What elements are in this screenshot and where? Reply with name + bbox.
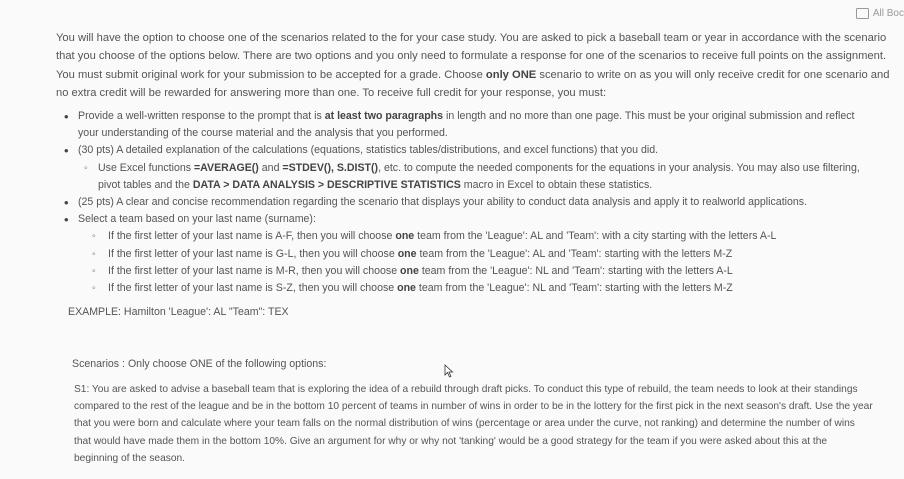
req-text: macro in Excel to obtain these statistics. bbox=[460, 178, 653, 191]
team-rule-s-z bbox=[86, 280, 860, 297]
all-bookmarks-link[interactable] bbox=[856, 8, 904, 19]
req-text: and bbox=[258, 161, 283, 174]
requirement-paragraphs bbox=[60, 108, 860, 142]
rule-text: If the first letter of your last name is G-L, then you will choose bbox=[108, 247, 398, 260]
team-rule-m-r bbox=[86, 263, 860, 280]
requirement-select-team bbox=[60, 211, 860, 297]
req-text: Provide a well-written response to the prompt that is bbox=[78, 110, 325, 122]
req-bold: =AVERAGE() bbox=[193, 161, 259, 174]
intro-text-1: You will have the option to choose one of the scenarios related to the for your case study. You are asked to pick a baseball team or year in accordance with the scenario that you choose of the options below. There are two options and you only need to formulate a response for one of the scenarios to receive full points on the assignment. You must submit original work for your submission to be accepted for a grade. Choose bbox=[56, 32, 887, 81]
req-bold: DATA > DATA ANALYSIS > DESCRIPTIVE STATISTICS bbox=[192, 178, 461, 191]
requirement-recommendation bbox=[60, 194, 860, 211]
rule-text: If the first letter of your last name is S-Z, then you will choose bbox=[108, 282, 398, 295]
req-text: Use Excel functions bbox=[98, 161, 194, 174]
rule-text: team from the 'League': NL and 'Team': starting with the letters M-Z bbox=[415, 282, 733, 295]
req-bold: at least two paragraphs bbox=[324, 110, 444, 122]
example-text: EXAMPLE: Hamilton 'League': AL "Team": TEX bbox=[68, 306, 289, 318]
req-text: (30 pts) A detailed explanation of the calculations (equations, statistics tables/distributions, and excel functions) that you did. bbox=[78, 144, 659, 157]
calculations-sublist bbox=[78, 160, 860, 194]
rule-text: If the first letter of your last name is A-F, then you will choose bbox=[108, 230, 396, 243]
rule-text: team from the 'League': NL and 'Team': starting with the letters A-L bbox=[418, 264, 733, 277]
rule-bold: one bbox=[395, 230, 415, 243]
rule-bold: one bbox=[397, 282, 416, 295]
req-text: (25 pts) A clear and concise recommendation regarding the scenario that displays your ability to conduct data analysis and apply it to realworld applications. bbox=[78, 196, 808, 209]
requirements-list bbox=[60, 108, 860, 297]
team-rules-list bbox=[86, 228, 860, 297]
intro-paragraph bbox=[56, 29, 896, 103]
requirement-calculations bbox=[60, 142, 860, 194]
team-rule-a-f bbox=[86, 228, 860, 245]
rule-text: team from the 'League': AL and 'Team': starting with the letters M-Z bbox=[416, 247, 733, 260]
req-text: Select a team based on your last name (surname): bbox=[78, 213, 316, 226]
rule-text: If the first letter of your last name is M-R, then you will choose bbox=[108, 264, 401, 277]
req-text: , etc. to compute the needed components for the equations in your analysis. You may also use filtering, pivot tables and the bbox=[98, 161, 860, 191]
rule-bold: one bbox=[397, 247, 417, 260]
rule-text: team from the 'League': AL and 'Team': with a city starting with the letters A-L bbox=[414, 230, 777, 243]
all-bookmarks-label: All Boc bbox=[872, 8, 904, 19]
bookmark-icon bbox=[856, 8, 869, 19]
intro-bold: only ONE bbox=[485, 68, 537, 81]
mouse-cursor-icon bbox=[444, 364, 454, 378]
excel-functions-item bbox=[78, 160, 860, 194]
req-bold: =STDEV(), S.DIST() bbox=[282, 161, 379, 174]
scenario-s1: S1: You are asked to advise a baseball team that is exploring the idea of a rebuild through draft picks. To conduct this type of rebuild, the team needs to look at their standings compared to the rest of the league and be in the bottom 10 percent of teams in number of wins in order to be in the lottery for the first pick in the next season's draft. Use the year that you were born and calculate where your team falls on the normal distribution of wins (percentage or area under the curve, not ranking) and determine the number of wins that would have made them in the bottom 10%. Give an argument for why or why not 'tanking' would be a good strategy for the team if you were asked about this at the beginning of the season. bbox=[74, 384, 873, 464]
intro-text-2: scenario to write on as you will only receive credit for one scenario and no extra credit will be rewarded for answering more than one. To receive full credit for your response, you must: bbox=[56, 68, 890, 100]
rule-bold: one bbox=[400, 264, 419, 277]
req-text: in length and no more than one page. This must be your original submission and reflect your understanding of the course material and the analysis that you performed. bbox=[78, 110, 855, 140]
scenarios-heading: Scenarios : Only choose ONE of the following options: bbox=[72, 358, 327, 370]
team-rule-g-l bbox=[86, 246, 860, 263]
